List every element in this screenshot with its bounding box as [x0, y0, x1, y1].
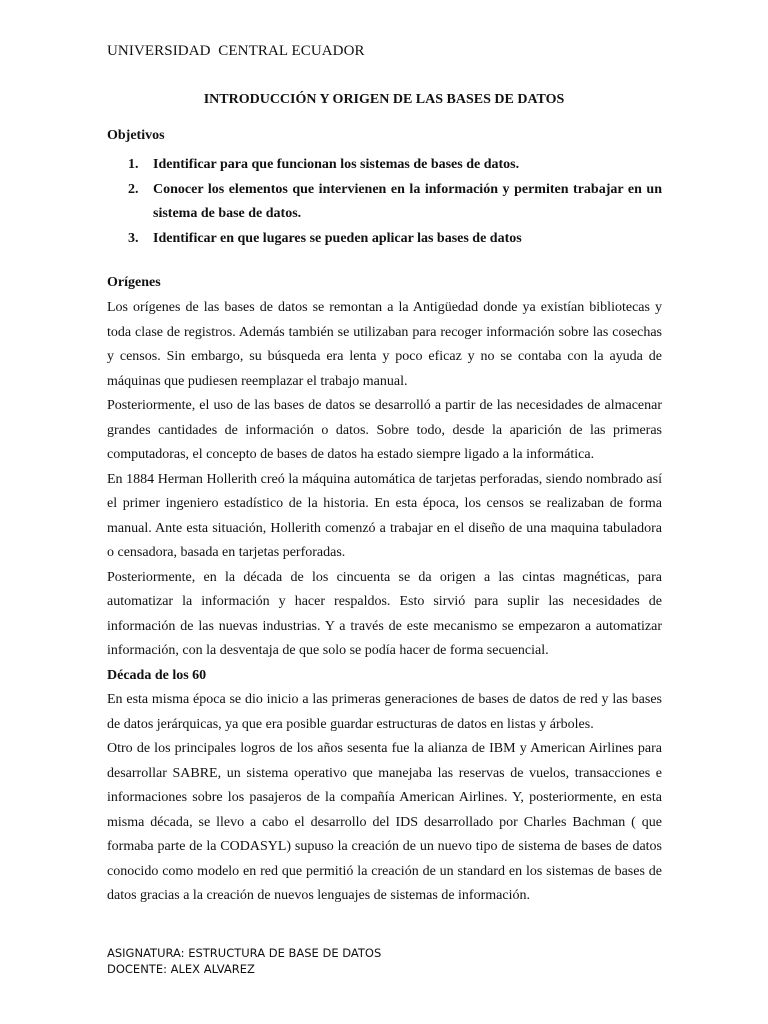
objectives-heading: Objetivos — [107, 128, 165, 143]
list-item-text: Identificar para que funcionan los sistemas de bases de datos. — [153, 157, 520, 172]
paragraph: Los orígenes de las bases de datos se remontan a la Antigüedad donde ya existían bibliotecas y toda clase de registros. Además también se utilizaban para recoger información sobre las cosechas y censos. Sin embargo, su búsqueda era lenta y poco eficaz y no se contaba con la ayuda de máquinas que pudiesen reemplazar el trabajo manual. — [107, 300, 662, 389]
origins-heading: Orígenes — [107, 275, 161, 290]
list-item — [107, 153, 662, 178]
paragraph: En 1884 Herman Hollerith creó la máquina automática de tarjetas perforadas, siendo nombrado así el primer ingeniero estadístico de la historia. En esta época, los censos se realizaban de forma manual. Ante esta situación, Hollerith comenzó a trabajar en el diseño de una maquina tabuladora o censadora, basada en tarjetas perforadas. — [107, 471, 662, 560]
footer-teacher: DOCENTE: ALEX ALVAREZ — [107, 962, 255, 976]
list-item-text: Conocer los elementos que intervienen en la información y permiten trabajar en un sistema de base de datos. — [153, 181, 662, 221]
page-header: UNIVERSIDAD CENTRAL ECUADOR — [107, 43, 365, 59]
list-item — [107, 178, 662, 227]
document-title: INTRODUCCIÓN Y ORIGEN DE LAS BASES DE DATOS — [203, 92, 565, 107]
page-footer — [107, 945, 381, 977]
paragraph: Posteriormente, el uso de las bases de datos se desarrolló a partir de las necesidades de almacenar grandes cantidades de información o datos. Sobre todo, desde la aparición de las primeras computadoras, el concepto de bases de datos ha estado siempre ligado a la informática. — [107, 398, 662, 462]
paragraph: Otro de los principales logros de los años sesenta fue la alianza de IBM y American Airlines para desarrollar SABRE, un sistema operativo que manejaba las reservas de vuelos, transacciones e informaciones sobre los pasajeros de la compañía American Airlines. Y, posteriormente, en esta misma década, se llevo a cabo el desarrollo del IDS desarrollado por Charles Bachman ( que formaba parte de la CODASYL) supuso la creación de un nuevo tipo de sistema de bases de datos conocido como modelo en red que permitió la creación de un standard en los sistemas de bases de datos gracias a la creación de nuevos lenguajes de sistemas de información. — [107, 741, 662, 903]
paragraph: En esta misma época se dio inicio a las primeras generaciones de bases de datos de red y las bases de datos jerárquicas, ya que era posible guardar estructuras de datos en listas y árboles. — [107, 692, 662, 732]
paragraph: Posteriormente, en la década de los cincuenta se da origen a las cintas magnéticas, para automatizar la información y hacer respaldos. Esto sirvió para suplir las necesidades de información de las nuevas industrias. Y a través de este mecanismo se empezaron a automatizar información, con la desventaja de que solo se podía hacer de forma secuencial. — [107, 569, 662, 658]
sixties-heading: Década de los 60 — [107, 667, 207, 683]
list-item-number: 2. — [128, 181, 139, 197]
document-body — [107, 296, 662, 909]
objectives-list — [107, 153, 662, 251]
list-item-number: 1. — [128, 157, 139, 172]
list-item — [107, 227, 662, 252]
footer-subject: ASIGNATURA: ESTRUCTURA DE BASE DE DATOS — [107, 946, 382, 960]
list-item-text: Identificar en que lugares se pueden aplicar las bases de datos — [153, 230, 522, 246]
list-item-number: 3. — [128, 230, 139, 246]
